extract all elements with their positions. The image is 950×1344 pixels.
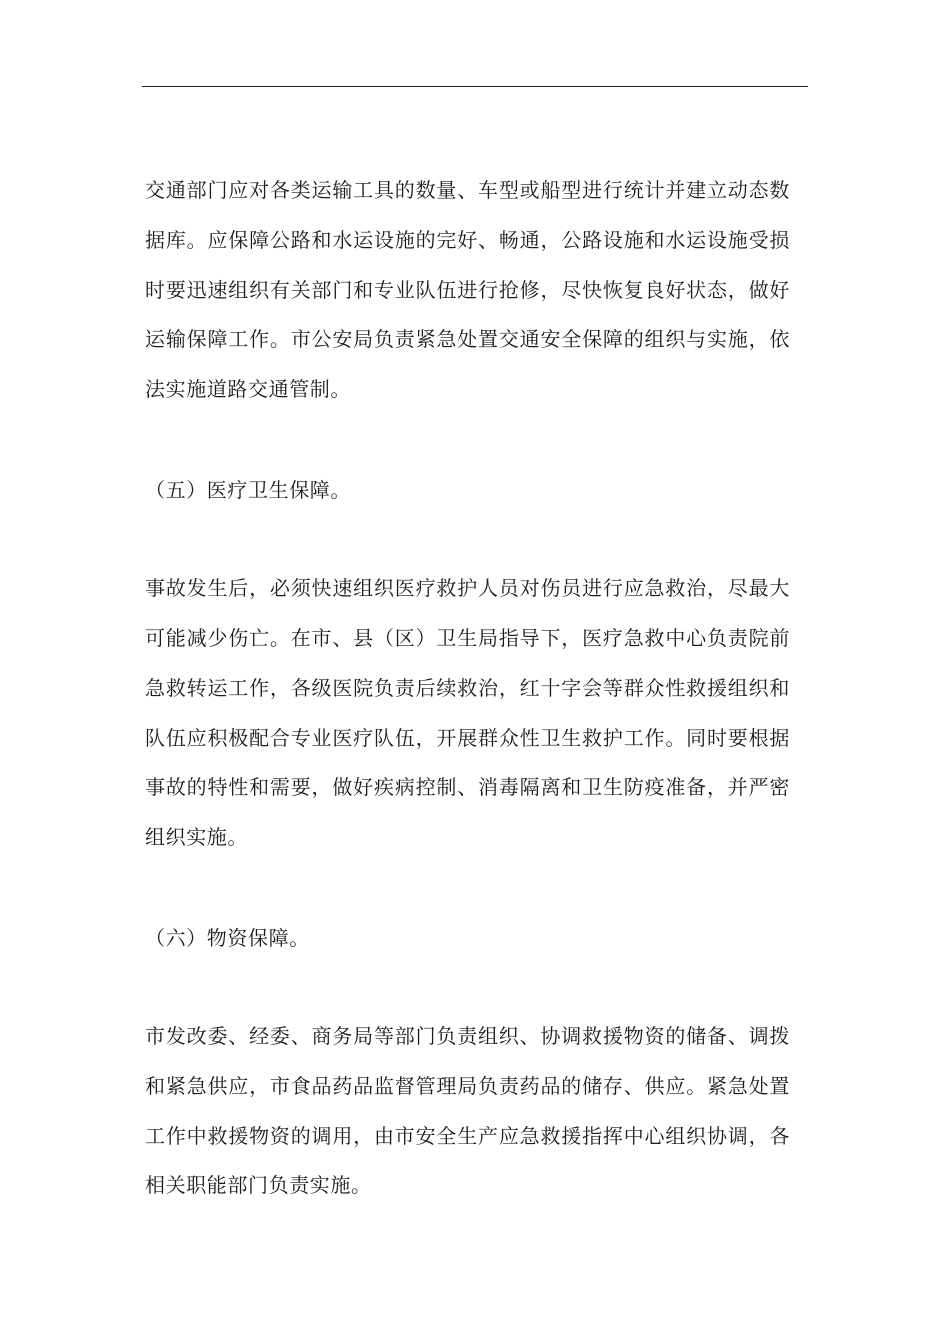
- paragraph-line: 队伍应积极配合专业医疗队伍，开展群众性卫生救护工作。同时要根据: [145, 726, 790, 750]
- paragraph-line: 和紧急供应，市食品药品监督管理局负责药品的储存、供应。紧急处置: [145, 1074, 790, 1098]
- header-rule: [142, 86, 808, 87]
- paragraph-line: 相关职能部门负责实施。: [145, 1173, 372, 1197]
- paragraph-line: 工作中救援物资的调用，由市安全生产应急救援指挥中心组织协调，各: [145, 1124, 790, 1148]
- paragraph-line: 运输保障工作。市公安局负责紧急处置交通安全保障的组织与实施，依: [145, 327, 790, 351]
- paragraph-line: 事故的特性和需要，做好疾病控制、消毒隔离和卫生防疫准备，并严密: [145, 775, 790, 799]
- paragraph-line: 法实施道路交通管制。: [145, 377, 351, 401]
- section-heading: （五）医疗卫生保障。: [145, 478, 351, 502]
- paragraph-line: 组织实施。: [145, 825, 248, 849]
- paragraph-line: 可能减少伤亡。在市、县（区）卫生局指导下，医疗急救中心负责院前: [145, 626, 790, 650]
- section-heading: （六）物资保障。: [145, 926, 310, 950]
- paragraph-line: 据库。应保障公路和水运设施的完好、畅通，公路设施和水运设施受损: [145, 228, 790, 252]
- paragraph-line: 急救转运工作，各级医院负责后续救治，红十字会等群众性救援组织和: [145, 676, 790, 700]
- paragraph-line: 市发改委、经委、商务局等部门负责组织、协调救援物资的储备、调拨: [145, 1024, 790, 1048]
- paragraph-line: 交通部门应对各类运输工具的数量、车型或船型进行统计并建立动态数: [145, 178, 790, 202]
- paragraph-line: 事故发生后，必须快速组织医疗救护人员对伤员进行应急救治，尽最大: [145, 576, 790, 600]
- paragraph-line: 时要迅速组织有关部门和专业队伍进行抢修，尽快恢复良好状态，做好: [145, 278, 790, 302]
